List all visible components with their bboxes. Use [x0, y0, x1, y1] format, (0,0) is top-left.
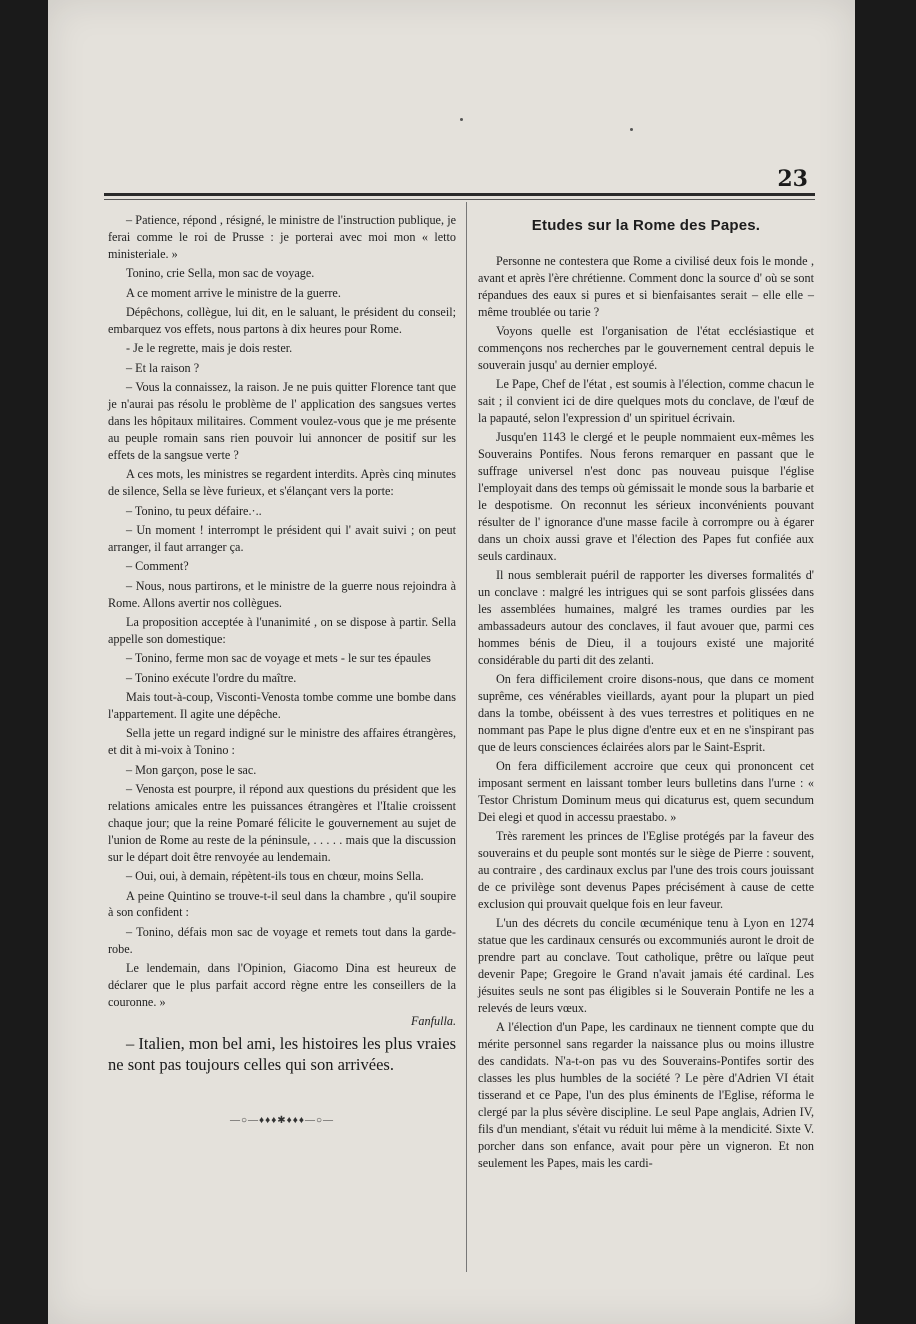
paragraph: On fera difficilement croire disons-nous, que dans ce moment suprême, ces vénérables vieillards, ayant pour la plupart un pied dans la tombe, obéissent à des vues terrestres et politiques en ne nommant pas Pape le plus digne d'entre eux et en ne s'inspirant pas que de leurs consciences éclairées alors par le Saint-Esprit. [478, 672, 814, 754]
paragraph: – Nous, nous partirons, et le ministre de la guerre nous rejoindra à Rome. Allons avertir nos collègues. [108, 578, 456, 610]
paragraph: A peine Quintino se trouve-t-il seul dans la chambre , qu'il soupire à son confident : [108, 888, 456, 920]
closing-remark: – Italien, mon bel ami, les histoires les plus vraies ne sont pas toujours celles qui son arrivées. [108, 1033, 456, 1074]
header-rule-thick [104, 193, 815, 196]
column-divider [466, 202, 467, 1272]
paragraph: Mais tout-à-coup, Visconti-Venosta tombe comme une bombe dans l'appartement. Il agite une dépêche. [108, 690, 456, 721]
paragraph: On fera difficilement accroire que ceux qui prononcent cet imposant serment en laissant tomber leurs bulletins dans l'urne : « Testor Christum Dominum meus qui dicaturus est, quem secundum Dei elegi et quod in accessu praestabo. » [478, 759, 814, 824]
paragraph: – Venosta est pourpre, il répond aux questions du président que les relations amicales entre les puissances étrangères et l'Italie croissent chaque jour; que la reine Pomaré félicite le gouvernement au sujet de l'union de Rome au reste de la péninsule, . . . . . mais que la discussion sur le départ doit être renvoyée au lendemain. [108, 782, 456, 864]
paragraph: A ces mots, les ministres se regardent interdits. Après cinq minutes de silence, Sella se lève furieux, et s'élançant vers la porte: [108, 467, 456, 499]
paragraph: – Patience, répond , résigné, le ministre de l'instruction publique, je ferai comme le roi de Prusse : je porterai avec moi mon « letto ministeriale. » [108, 213, 456, 261]
paragraph: – Tonino, ferme mon sac de voyage et mets - le sur tes épaules [126, 651, 431, 666]
paragraph: – Vous la connaissez, la raison. Je ne puis quitter Florence tant que je n'aurai pas résolu le problème de l' application des sangsues vertes dans les hôpitaux militaires. Comment voulez-vous que je me présente au peuple romain sans rien pouvoir lui annoncer de positif sur les effets de la sangsue verte ? [108, 380, 456, 462]
paragraph: – Un moment ! interrompt le président qui l' avait suivi ; on peut arranger, il faut arranger ça. [108, 522, 456, 554]
right-column [478, 212, 814, 1174]
newspaper-page [48, 0, 855, 1324]
print-speck [630, 128, 633, 131]
article-title: Etudes sur la Rome des Papes. [531, 217, 761, 234]
paragraph: La proposition acceptée à l'unanimité , on se dispose à partir. Sella appelle son domestique: [108, 614, 456, 646]
paragraph: Tonino, crie Sella, mon sac de voyage. [126, 266, 315, 281]
ornament-divider: —○—♦♦♦✱♦♦♦—○— [229, 1114, 335, 1126]
paragraph: Il nous semblerait puéril de rapporter les diverses formalités d' un conclave : malgré les intrigues qui se sont parfois glissées dans les assemblées humaines, malgré les trames ourdies par les ambassadeurs autour des conclaves, il faut avouer que, parmi ces hommes bénis de Dieu, il a toujours existé une majorité considérable du parti dit des zelanti. [478, 568, 814, 667]
paragraph: Le Pape, Chef de l'état , est soumis à l'élection, comme chacun le sait ; il convient ici de dire quelques mots du conclave, de l'œuf de la papauté, selon l'expression d' un spirituel écrivain. [478, 377, 814, 426]
paragraph: – Tonino exécute l'ordre du maître. [126, 670, 297, 685]
paragraph: Personne ne contestera que Rome a civilisé deux fois le monde , avant et après l'ère chrétienne. Comment donc la source d' où se sont répandues des eaux si pures et si bienfaisantes serait – elle elle – même troublée ou tarie ? [478, 253, 814, 319]
paragraph: – Oui, oui, à demain, répètent-ils tous en chœur, moins Sella. [126, 869, 424, 884]
paragraph: Dépêchons, collègue, lui dit, en le saluant, le président du conseil; embarquez vos effets, nous partons à dix heures pour Rome. [108, 305, 456, 336]
paragraph: – Comment? [126, 559, 189, 574]
paragraph: Sella jette un regard indigné sur le ministre des affaires étrangères, et dit à mi-voix à Tonino : [108, 726, 456, 758]
header-rule-thin [104, 199, 815, 200]
paragraph: Voyons quelle est l'organisation de l'état ecclésiastique et commençons nos recherches par le gouvernement central depuis le souverain jusqu' au dernier employé. [478, 324, 814, 372]
paragraph: – Mon garçon, pose le sac. [126, 762, 257, 777]
page-number: 23 [777, 166, 808, 192]
left-column [108, 212, 456, 1130]
paragraph: L'un des décrets du concile œcuménique tenu à Lyon en 1274 statue que les cardinaux censurés ou excommuniés auront le droit de prendre part au conclave. Tout catholique, prêtre ou laïque peut devenir Pape; Gregoire le Grand n'avait jamais été cardinal. Les jésuites seuls ne sont pas éligibles si le Souverain Pontife ne les a relevés de leurs vœux. [478, 916, 814, 1015]
paragraph: A l'élection d'un Pape, les cardinaux ne tiennent compte que du mérite personnel sans regarder la naissance plus ou moins illustre des candidats. N'a-t-on pas vu des Souverains-Pontifes sortir des classes les plus humbles de la société ? Le père d'Adrien VI était tisserand et ce Pape, l'un des plus éminents de l'Eglise, réforma le clergé par la plus sévère discipline. Le seul Pape anglais, Adrien IV, fils d'un mendiant, s'était vu réduit lui même à la mendicité. Sixte V. porcher dans son enfance, avait pour père un vigneron. Et non seulement les Papes, mais les cardi- [478, 1020, 814, 1170]
paragraph: – Et la raison ? [126, 360, 200, 375]
paragraph: – Tonino, tu peux défaire.·.. [126, 503, 262, 518]
paragraph: Très rarement les princes de l'Eglise protégés par la faveur des souverains et du peuple sont montés sur le siège de Pierre : souvent, au contraire , des cardinaux exclus par l'une des trois cours jouissant de ce privilège sont devenus Papes précisément à cause de cette exclusion qui prouvait quelque fois en leur faveur. [478, 829, 814, 911]
paragraph: – Tonino, défais mon sac de voyage et remets tout dans la garde-robe. [108, 924, 456, 956]
article-signature: Fanfulla. [410, 1014, 456, 1029]
paragraph: A ce moment arrive le ministre de la guerre. [126, 285, 341, 300]
print-speck [460, 118, 463, 121]
paragraph: - Je le regrette, mais je dois rester. [126, 341, 293, 356]
paragraph: Jusqu'en 1143 le clergé et le peuple nommaient eux-mêmes les Souverains Pontifes. Nous ferons remarquer en passant que le suffrage universel n'est donc pas nouveau puisque l'église l'employait dans des temps où gémissait le monde sous la barbarie et le despotisme. On reconnut les sérieux inconvénients pouvant résulter de l' ignorance d'une masse facile à corrompre ou à égarer dans un choix aussi grave et l'élection des Papes fut confiée aux seuls cardinaux. [478, 430, 814, 563]
paragraph: Le lendemain, dans l'Opinion, Giacomo Dina est heureux de déclarer que le plus parfait accord règne entre les conseillers de la couronne. » [108, 961, 456, 1009]
